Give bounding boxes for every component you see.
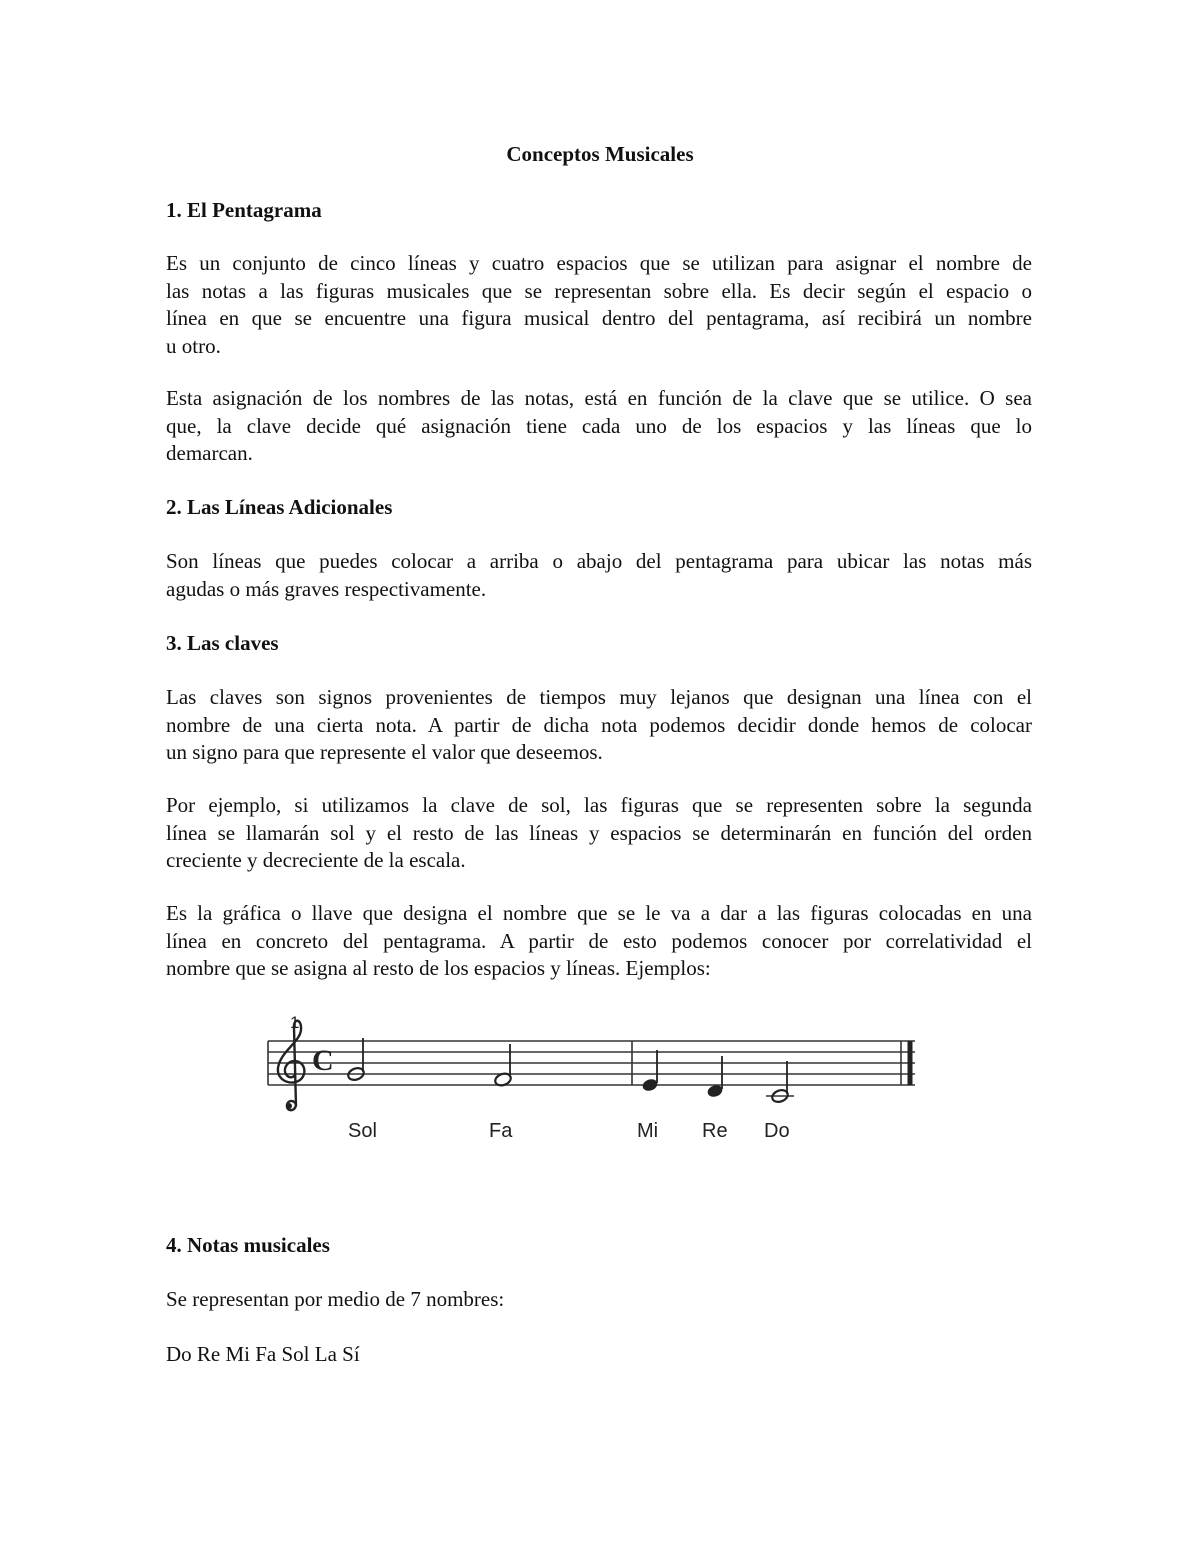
- paragraph-line: Son líneas que puedes colocar a arriba o abajo del pentagrama para ubicar las notas más: [166, 549, 1032, 573]
- paragraph-line: nombre que se asigna al resto de los espacios y líneas. Ejemplos:: [166, 956, 711, 980]
- paragraph: [166, 1341, 1032, 1369]
- paragraph-line: u otro.: [166, 333, 221, 358]
- paragraph-line: Es la gráfica o llave que designa el nombre que se le va a dar a las figuras colocadas en una: [166, 901, 1032, 925]
- section-heading-pentagrama: 1. El Pentagrama: [166, 198, 322, 222]
- paragraph-line: línea en concreto del pentagrama. A partir de esto podemos conocer por correlatividad el: [166, 928, 1032, 953]
- note-names-line: Do Re Mi Fa Sol La Sí: [166, 1342, 360, 1366]
- paragraph-line: que, la clave decide qué asignación tiene cada uno de los espacios y las líneas que lo: [166, 413, 1032, 438]
- note-label: Do: [764, 1120, 790, 1142]
- paragraph-line: las notas a las figuras musicales que se representan sobre ella. Es decir según el espacio o: [166, 278, 1032, 303]
- staff-lines: [268, 1041, 915, 1085]
- paragraph: [166, 1286, 1032, 1314]
- section-heading-lineas-adicionales: 2. Las Líneas Adicionales: [166, 495, 393, 519]
- measure-number: 1: [290, 1013, 300, 1032]
- note-label: Sol: [348, 1120, 377, 1142]
- paragraph: [166, 250, 1032, 360]
- time-signature: C: [312, 1044, 334, 1077]
- treble-clef-icon: [278, 1021, 305, 1110]
- paragraph-line: un signo para que represente el valor que deseemos.: [166, 740, 603, 764]
- paragraph: [166, 684, 1032, 767]
- paragraph-line: nombre de una cierta nota. A partir de dicha nota podemos decidir donde hemos de colocar: [166, 712, 1032, 737]
- note-sol: [347, 1038, 377, 1142]
- note-re: [702, 1056, 728, 1142]
- paragraph-line: línea en que se encuentre una figura musical dentro del pentagrama, así recibirá un nombre: [166, 306, 1032, 330]
- paragraph-line: demarcan.: [166, 441, 253, 465]
- note-label: Mi: [637, 1120, 659, 1142]
- music-staff-figure: [260, 1008, 930, 1150]
- paragraph-line: Esta asignación de los nombres de las notas, está en función de la clave que se utilice. O sea: [166, 386, 1032, 410]
- note-mi: [637, 1050, 659, 1142]
- paragraph-line: creciente y decreciente de la escala.: [166, 848, 466, 872]
- paragraph: [166, 548, 1032, 603]
- paragraph: [166, 385, 1032, 468]
- note-label: Re: [702, 1120, 728, 1142]
- note-do: [764, 1061, 794, 1142]
- document-title: Conceptos Musicales: [506, 142, 694, 166]
- section-heading-claves: 3. Las claves: [166, 631, 279, 655]
- paragraph-line: Las claves son signos provenientes de tiempos muy lejanos que designan una línea con el: [166, 685, 1032, 709]
- paragraph-line: línea se llamarán sol y el resto de las líneas y espacios se determinarán en función del orden: [166, 820, 1032, 845]
- paragraph: [166, 900, 1032, 983]
- paragraph-line: Es un conjunto de cinco líneas y cuatro espacios que se utilizan para asignar el nombre de: [166, 251, 1032, 275]
- section-heading-notas-musicales: 4. Notas musicales: [166, 1233, 330, 1257]
- paragraph: [166, 792, 1032, 875]
- paragraph-line: Se representan por medio de 7 nombres:: [166, 1287, 505, 1311]
- note-fa: [489, 1044, 513, 1142]
- paragraph-line: agudas o más graves respectivamente.: [166, 576, 487, 601]
- music-staff-svg: [260, 1008, 930, 1150]
- paragraph-line: Por ejemplo, si utilizamos la clave de sol, las figuras que se representen sobre la segunda: [166, 793, 1032, 817]
- note-label: Fa: [489, 1120, 513, 1142]
